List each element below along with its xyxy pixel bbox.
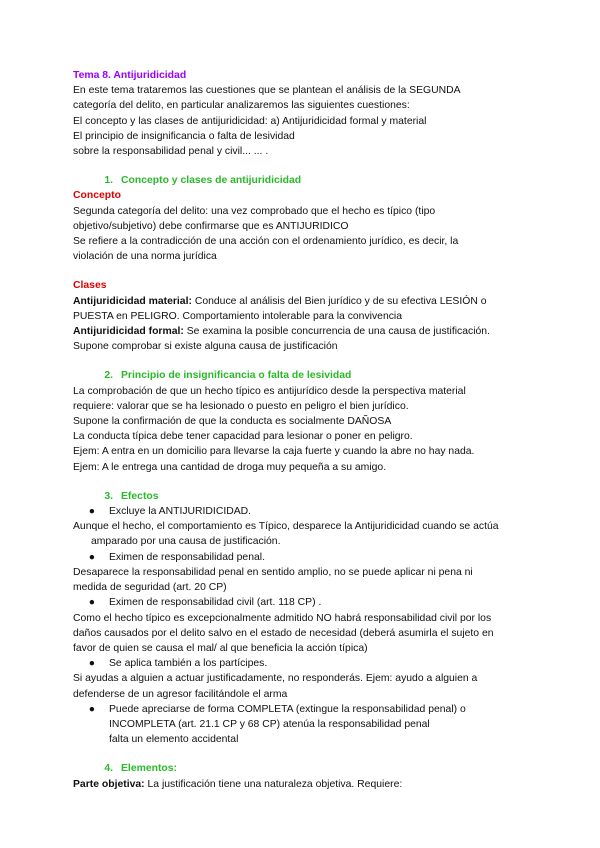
bullet-4-text: Se aplica también a los partícipes. xyxy=(109,658,268,670)
section-4-number: 4. xyxy=(104,763,113,775)
section-3-number: 3. xyxy=(104,490,113,502)
section-1-title: Concepto y clases de antijuridicidad xyxy=(121,175,302,187)
s3-p1-line-2: amparado por una causa de justificación. xyxy=(91,536,281,548)
section-2-heading xyxy=(93,368,543,383)
formal-line-1 xyxy=(73,324,543,339)
bullet-dot-icon: ● xyxy=(88,551,95,563)
section-2-number: 2. xyxy=(104,370,113,382)
s2-line-1: La comprobación de que un hecho típico es antijurídico desde la perspectiva material xyxy=(73,385,466,397)
s2-line-4: La conducta típica debe tener capacidad para lesionar o poner en peligro. xyxy=(73,431,413,443)
s3-p4-line-2: defenderse de un agresor facilitándole el arma xyxy=(73,688,288,700)
material-label: Antijuridicidad material: xyxy=(73,295,192,307)
bullet-3-text: Eximen de responsabilidad civil (art. 118 CP) . xyxy=(109,597,322,609)
bullet-dot-icon: ● xyxy=(88,506,95,518)
bullet-5-text-1: Puede apreciarse de forma COMPLETA (extingue la responsabilidad penal) o xyxy=(109,703,466,715)
clases-heading: Clases xyxy=(73,280,107,292)
intro-line-3: El concepto y las clases de antijuridicidad: a) Antijuridicidad formal y material xyxy=(73,115,427,127)
material-text: Conduce al análisis del Bien jurídico y de su efectiva LESIÓN o xyxy=(191,295,487,307)
bullet-5-text-2: INCOMPLETA (art. 21.1 CP y 68 CP) atenúa la responsabilidad penal xyxy=(109,718,430,730)
section-2-title: Principio de insignificancia o falta de lesividad xyxy=(121,370,352,382)
formal-label: Antijuridicidad formal: xyxy=(73,326,184,338)
s3-p2-line-1: Desaparece la responsabilidad penal en sentido amplio, no se puede aplicar ni pena ni xyxy=(73,566,473,578)
intro-line-2: categoría del delito, en particular analizaremos las siguientes cuestiones: xyxy=(73,100,410,112)
bullet-5 xyxy=(73,702,543,717)
intro-line-4: El principio de insignificancia o falta de lesividad xyxy=(73,130,295,142)
s2-line-6: Ejem: A le entrega una cantidad de droga muy pequeña a su amigo. xyxy=(73,461,387,473)
section-4-heading xyxy=(93,761,543,776)
page-title: Tema 8. Antijuridicidad xyxy=(73,70,187,81)
material-line-1 xyxy=(73,294,543,309)
s3-p2-line-2: medida de seguridad (art. 20 CP) xyxy=(73,582,227,594)
bullet-1 xyxy=(73,504,543,519)
intro-line-1: En este tema trataremos las cuestiones que se plantean el análisis de la SEGUNDA xyxy=(73,85,461,97)
s3-p3-line-3: favor de quien se causa el mal/ al que beneficia la acción típica) xyxy=(73,642,368,654)
bullet-3 xyxy=(73,595,543,610)
concepto-line-4: violación de una norma jurídica xyxy=(73,251,217,263)
s3-p3-line-1: Como el hecho típico es excepcionalmente admitido NO habrá responsabilidad civil por los xyxy=(73,612,492,624)
bullet-2-text: Eximen de responsabilidad penal. xyxy=(109,551,265,563)
s3-p4-line-1: Si ayudas a alguien a actuar justificadamente, no responderás. Ejem: ayudo a alguien a xyxy=(73,673,478,685)
s3-p1-line-1: Aunque el hecho, el comportamiento es Típico, desparece la Antijuridicidad cuando se actúa xyxy=(73,521,499,533)
document-page xyxy=(73,68,543,792)
parte-objetiva-text: La justificación tiene una naturaleza objetiva. Requiere: xyxy=(144,778,403,790)
s2-line-5: Ejem: A entra en un domicilio para llevarse la caja fuerte y cuando la abre no hay nada. xyxy=(73,446,475,458)
concepto-line-1: Segunda categoría del delito: una vez comprobado que el hecho es típico (tipo xyxy=(73,205,436,217)
s2-line-2: requiere: valorar que se ha lesionado o puesto en peligro el bien jurídico. xyxy=(73,400,409,412)
s3-p3-line-2: daños causados por el delito salvo en el estado de necesidad (deberá asumirla el sujeto en xyxy=(73,627,494,639)
bullet-5-text-3: falta un elemento accidental xyxy=(109,734,239,746)
bullet-dot-icon: ● xyxy=(88,658,95,670)
bullet-1-text: Excluye la ANTIJURIDICIDAD. xyxy=(109,506,252,518)
concepto-line-3: Se refiere a la contradicción de una acción con el ordenamiento jurídico, es decir, la xyxy=(73,236,459,248)
concepto-line-2: objetivo/subjetivo) debe confirmarse que es ANTIJURIDICO xyxy=(73,220,349,232)
parte-objetiva-label: Parte objetiva: xyxy=(73,778,145,790)
section-1-number: 1. xyxy=(104,175,113,187)
bullet-dot-icon: ● xyxy=(88,597,95,609)
concepto-heading: Concepto xyxy=(73,190,121,202)
material-line-2: PUESTA en PELIGRO. Comportamiento intolerable para la convivencia xyxy=(73,310,403,322)
formal-text: Se examina la posible concurrencia de una causa de justificación. xyxy=(183,326,490,338)
intro-line-5: sobre la responsabilidad penal y civil... ... . xyxy=(73,146,269,158)
section-1-heading xyxy=(93,173,543,188)
section-3-heading xyxy=(93,489,543,504)
bullet-4 xyxy=(73,656,543,671)
bullet-2 xyxy=(73,550,543,565)
section-4-title: Elementos: xyxy=(121,763,178,775)
parte-objetiva-line xyxy=(73,777,543,792)
bullet-dot-icon: ● xyxy=(88,703,95,715)
section-3-title: Efectos xyxy=(121,490,159,502)
s2-line-3: Supone la confirmación de que la conducta es socialmente DAÑOSA xyxy=(73,416,392,428)
formal-line-2: Supone comprobar si existe alguna causa de justificación xyxy=(73,341,338,353)
